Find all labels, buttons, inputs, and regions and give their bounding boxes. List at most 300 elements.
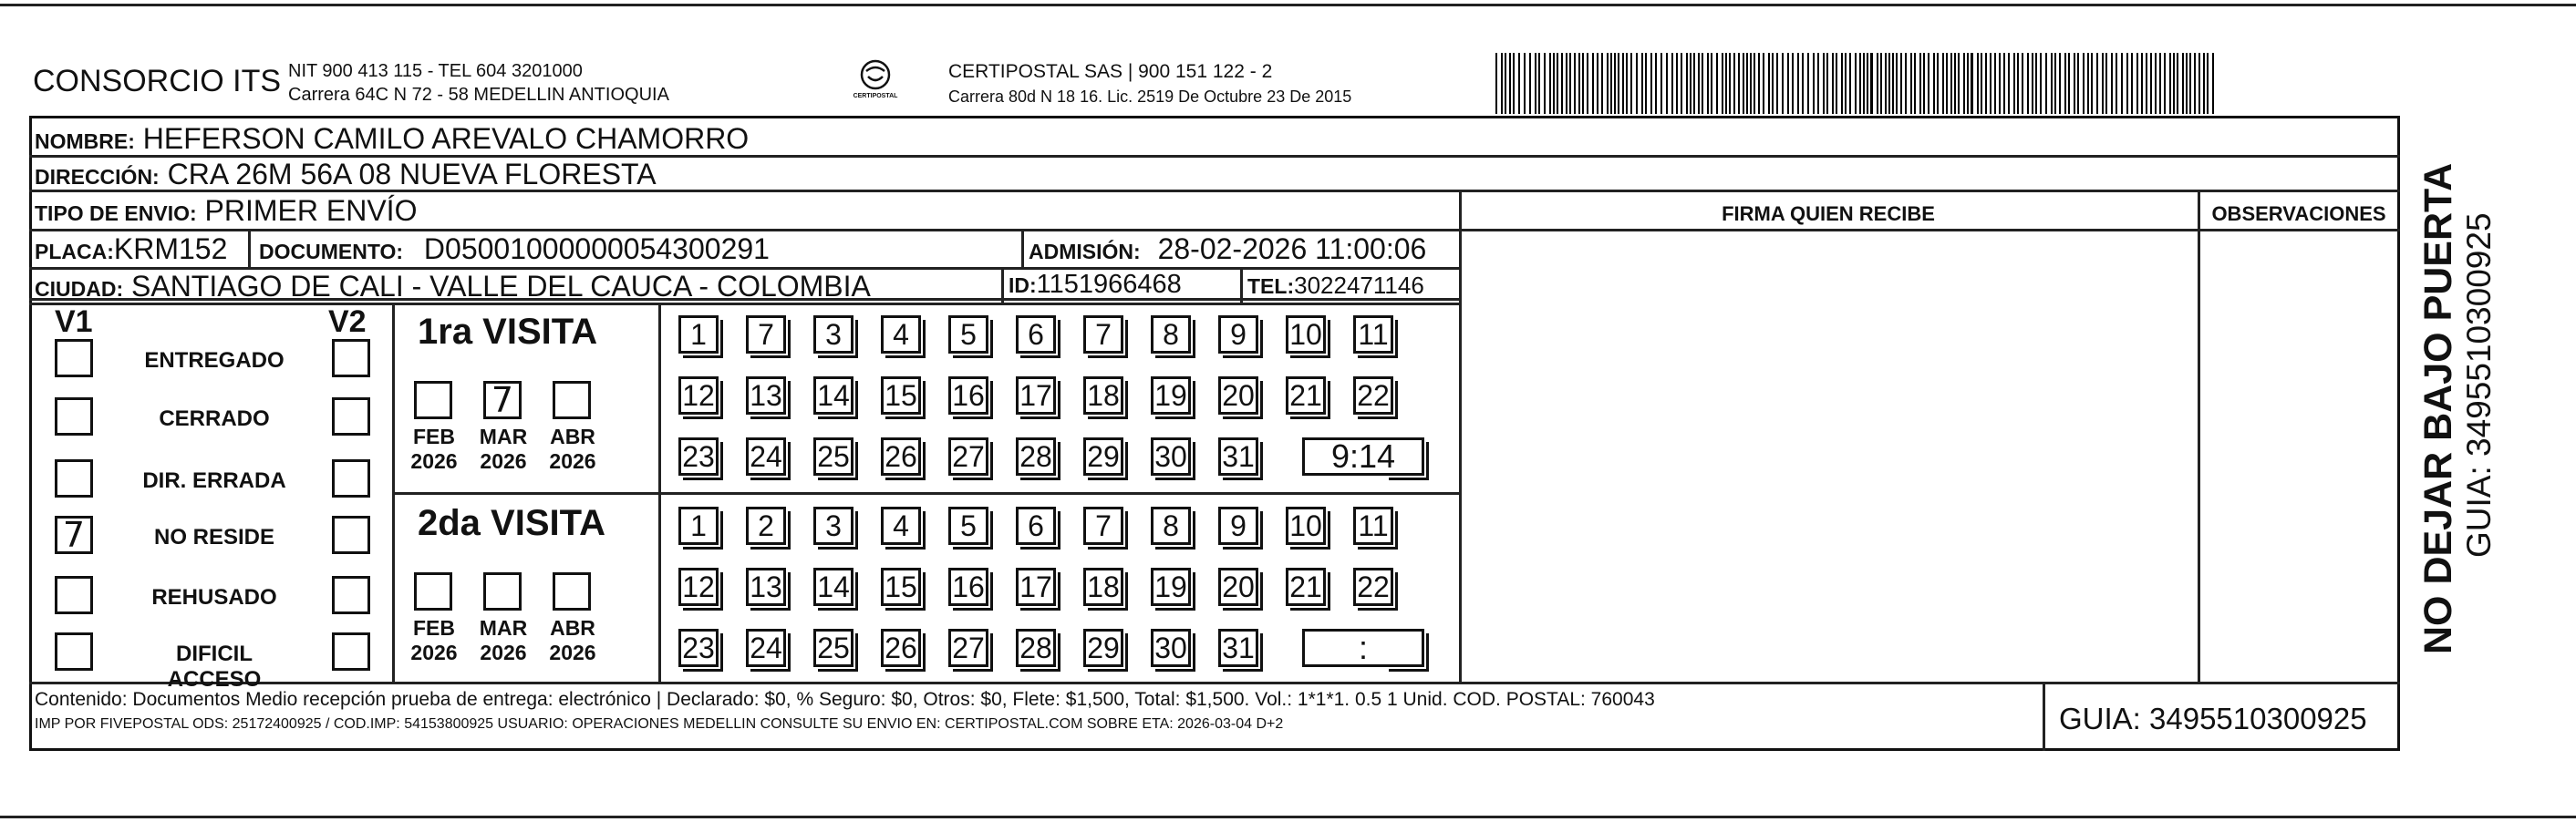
tel-label: TEL: xyxy=(1247,274,1295,298)
id-field xyxy=(1009,270,1182,300)
day-box[interactable]: 2 xyxy=(746,507,786,545)
barcode-bar xyxy=(1518,53,1520,114)
barcode-bar xyxy=(1826,53,1828,114)
status-option-label: DIR. ERRADA xyxy=(142,468,286,493)
barcode-bar xyxy=(1501,53,1503,114)
day-box[interactable]: 15 xyxy=(881,376,921,415)
company-address: Carrera 64C N 72 - 58 MEDELLIN ANTIOQUIA xyxy=(288,85,669,105)
barcode xyxy=(1495,53,2225,114)
barcode-bar xyxy=(2040,53,2042,114)
barcode-bar xyxy=(1618,53,1619,114)
barcode-bar xyxy=(1529,53,1531,114)
day-box[interactable]: 24 xyxy=(746,629,786,667)
id-label: ID: xyxy=(1009,273,1037,297)
barcode-bar xyxy=(2013,53,2015,114)
barcode-bar xyxy=(2027,53,2029,114)
barcode-bar xyxy=(1758,53,1760,114)
carrier-info: CERTIPOSTAL SAS | 900 151 122 - 2 xyxy=(948,61,1273,82)
ciudad-label: CIUDAD: xyxy=(35,277,124,301)
barcode-bar xyxy=(1905,53,1907,114)
barcode-bar xyxy=(2146,53,2147,114)
barcode-bar xyxy=(1782,53,1784,114)
barcode-bar xyxy=(2077,53,2079,114)
day-box[interactable]: 16 xyxy=(948,568,988,606)
barcode-bar xyxy=(1738,53,1740,114)
placa-value: KRM152 xyxy=(113,232,228,265)
barcode-bar xyxy=(1636,53,1638,114)
tel-field xyxy=(1247,272,1424,300)
tel-value: 3022471146 xyxy=(1294,272,1424,299)
day-box[interactable]: 5 xyxy=(948,315,988,354)
day-box[interactable]: 20 xyxy=(1218,376,1258,415)
month-year: 2026 xyxy=(410,641,458,664)
month-checkbox[interactable]: 7 xyxy=(483,381,522,419)
month-checkbox[interactable] xyxy=(483,572,522,611)
barcode-bar xyxy=(2194,53,2196,114)
month-checkbox[interactable] xyxy=(414,572,452,611)
barcode-bar xyxy=(1597,53,1598,114)
barcode-bar xyxy=(1823,53,1825,114)
barcode-bar xyxy=(1985,53,1987,114)
barcode-bar xyxy=(1592,53,1594,114)
barcode-bar xyxy=(1641,53,1643,114)
barcode-bar xyxy=(1954,53,1956,114)
footer-guia: GUIA: 3495510300925 xyxy=(2059,702,2367,735)
day-box[interactable]: 4 xyxy=(881,315,921,354)
barcode-bar xyxy=(1707,53,1709,114)
day-box[interactable]: 22 xyxy=(1353,568,1393,606)
barcode-bar xyxy=(1877,53,1878,114)
day-box[interactable]: 8 xyxy=(1151,315,1191,354)
barcode-bar xyxy=(1859,53,1861,114)
barcode-bar xyxy=(1892,53,1894,114)
barcode-bar xyxy=(2141,53,2143,114)
day-box[interactable]: 25 xyxy=(813,629,853,667)
barcode-bar xyxy=(1787,53,1789,114)
barcode-bar xyxy=(2182,53,2184,114)
barcode-bar xyxy=(1690,53,1691,114)
barcode-bar xyxy=(2083,53,2085,114)
ciudad-field xyxy=(35,270,871,303)
time-box[interactable]: 9:14 xyxy=(1302,437,1424,476)
month-label xyxy=(405,616,463,665)
day-box[interactable]: 3 xyxy=(813,315,853,354)
barcode-bar xyxy=(2045,53,2047,114)
documento-field xyxy=(259,232,770,266)
barcode-bar xyxy=(1981,53,1982,114)
status-option-label: CERRADO xyxy=(159,406,270,431)
barcode-bar xyxy=(1535,53,1536,114)
barcode-bar xyxy=(1622,53,1624,114)
barcode-bar xyxy=(1495,53,1497,114)
barcode-bar xyxy=(1863,53,1865,114)
day-box[interactable]: 23 xyxy=(678,437,719,476)
barcode-bar xyxy=(1880,53,1882,114)
day-box[interactable]: 18 xyxy=(1083,376,1123,415)
day-box[interactable]: 6 xyxy=(1016,315,1056,354)
barcode-bar xyxy=(1601,53,1603,114)
footer-print-info: IMP POR FIVEPOSTAL ODS: 25172400925 / COD.IMP: 54153800925 USUARIO: OPERACIONES MEDELLIN CONSULTE SU ENVIO EN: CERTIPOSTAL.COM SOBRE ETA: 2026-03-04 D+2 xyxy=(35,716,1284,732)
day-box[interactable]: 7 xyxy=(1083,315,1123,354)
v2-checkbox[interactable] xyxy=(332,397,370,436)
admision-label: ADMISIÓN: xyxy=(1029,240,1141,263)
barcode-bar xyxy=(2003,53,2005,114)
month-checkbox[interactable] xyxy=(414,381,452,419)
placa-field xyxy=(35,232,227,266)
barcode-bar xyxy=(1802,53,1804,114)
barcode-bar xyxy=(1990,53,1991,114)
barcode-bar xyxy=(1849,53,1851,114)
barcode-bar xyxy=(1776,53,1778,114)
barcode-bar xyxy=(1914,53,1916,114)
day-box[interactable]: 13 xyxy=(746,568,786,606)
day-box[interactable]: 27 xyxy=(948,629,988,667)
barcode-bar xyxy=(2017,53,2019,114)
day-box[interactable]: 26 xyxy=(881,437,921,476)
barcode-bar xyxy=(1963,53,1965,114)
barcode-bar xyxy=(1578,53,1580,114)
barcode-bar xyxy=(1569,53,1571,114)
day-box[interactable]: 16 xyxy=(948,376,988,415)
month-year: 2026 xyxy=(410,449,458,473)
day-box[interactable]: 1 xyxy=(678,315,719,354)
barcode-bar xyxy=(2198,53,2200,114)
day-box[interactable]: 6 xyxy=(1016,507,1056,545)
month-year: 2026 xyxy=(549,641,596,664)
barcode-bar xyxy=(1716,53,1718,114)
day-box[interactable]: 11 xyxy=(1353,315,1393,354)
barcode-bar xyxy=(1557,53,1558,114)
day-box[interactable]: 21 xyxy=(1286,376,1326,415)
barcode-bar xyxy=(1971,53,1973,114)
documento-label: DOCUMENTO: xyxy=(259,240,404,263)
day-box[interactable]: 20 xyxy=(1218,568,1258,606)
barcode-bar xyxy=(1587,53,1588,114)
v1-checkbox[interactable] xyxy=(55,632,93,671)
barcode-bar xyxy=(1645,53,1647,114)
barcode-bar xyxy=(1681,53,1682,114)
day-box[interactable]: 30 xyxy=(1151,437,1191,476)
barcode-bar xyxy=(2136,53,2138,114)
month-label xyxy=(405,425,463,474)
barcode-bar xyxy=(1933,53,1935,114)
day-box[interactable]: 13 xyxy=(746,376,786,415)
barcode-bar xyxy=(2022,53,2023,114)
admision-field xyxy=(1029,232,1426,266)
barcode-bar xyxy=(1896,53,1898,114)
month-label xyxy=(543,425,602,474)
month-name: MAR xyxy=(479,425,528,448)
month-checkbox[interactable] xyxy=(553,381,591,419)
month-label xyxy=(474,425,533,474)
admision-value: 28-02-2026 11:00:06 xyxy=(1157,232,1427,265)
barcode-bar xyxy=(2131,53,2133,114)
month-label xyxy=(474,616,533,665)
barcode-bar xyxy=(1999,53,2001,114)
day-box[interactable]: 10 xyxy=(1286,315,1326,354)
barcode-bar xyxy=(2159,53,2161,114)
barcode-bar xyxy=(1561,53,1563,114)
day-box[interactable]: 9 xyxy=(1218,315,1258,354)
barcode-bar xyxy=(1813,53,1815,114)
barcode-bar xyxy=(2155,53,2157,114)
day-box[interactable]: 17 xyxy=(1016,568,1056,606)
barcode-bar xyxy=(1928,53,1929,114)
barcode-bar xyxy=(1509,53,1511,114)
barcode-bar xyxy=(2074,53,2075,114)
day-box[interactable]: 9 xyxy=(1218,507,1258,545)
v1-header: V1 xyxy=(55,304,93,339)
barcode-bar xyxy=(2008,53,2010,114)
month-name: FEB xyxy=(413,616,455,640)
barcode-bar xyxy=(2126,53,2128,114)
barcode-bar xyxy=(1746,53,1748,114)
day-box[interactable]: 29 xyxy=(1083,629,1123,667)
barcode-bar xyxy=(1750,53,1752,114)
barcode-bar xyxy=(2059,53,2061,114)
barcode-bar xyxy=(2203,53,2205,114)
nombre-label: NOMBRE: xyxy=(35,129,135,153)
barcode-bar xyxy=(2068,53,2070,114)
month-name: ABR xyxy=(550,616,595,640)
barcode-bar xyxy=(1867,53,1868,114)
day-box[interactable]: 23 xyxy=(678,629,719,667)
barcode-bar xyxy=(1817,53,1819,114)
day-box[interactable]: 5 xyxy=(948,507,988,545)
placa-label: PLACA: xyxy=(35,240,114,263)
nombre-value: HEFERSON CAMILO AREVALO CHAMORRO xyxy=(142,122,750,155)
barcode-bar xyxy=(2169,53,2171,114)
carrier-license: Carrera 80d N 18 16. Lic. 2519 De Octubre 23 De 2015 xyxy=(948,87,1352,106)
day-box[interactable]: 28 xyxy=(1016,437,1056,476)
company-nit: NIT 900 413 115 - TEL 604 3201000 xyxy=(288,61,583,81)
day-box[interactable]: 29 xyxy=(1083,437,1123,476)
day-box[interactable]: 12 xyxy=(678,376,719,415)
v2-checkbox[interactable] xyxy=(332,339,370,377)
no-dejar-bajo-puerta: NO DEJAR BAJO PUERTA xyxy=(2416,162,2460,654)
barcode-bar xyxy=(1607,53,1609,114)
tipo-label: TIPO DE ENVIO: xyxy=(35,201,197,225)
day-box[interactable]: 25 xyxy=(813,437,853,476)
observaciones-header: OBSERVACIONES xyxy=(2211,202,2386,225)
barcode-bar xyxy=(1841,53,1843,114)
day-box[interactable]: 31 xyxy=(1218,629,1258,667)
month-year: 2026 xyxy=(480,641,527,664)
nombre-row xyxy=(35,122,749,156)
barcode-bar xyxy=(1711,53,1712,114)
day-box[interactable]: 15 xyxy=(881,568,921,606)
day-box[interactable]: 19 xyxy=(1151,568,1191,606)
month-name: FEB xyxy=(413,425,455,448)
barcode-bar xyxy=(1807,53,1809,114)
barcode-bar xyxy=(1888,53,1890,114)
barcode-bar xyxy=(1870,53,1873,114)
barcode-bar xyxy=(1671,53,1673,114)
barcode-bar xyxy=(2091,53,2093,114)
month-year: 2026 xyxy=(480,449,527,473)
barcode-bar xyxy=(1702,53,1703,114)
month-label xyxy=(543,616,602,665)
barcode-bar xyxy=(1910,53,1912,114)
barcode-bar xyxy=(1768,53,1770,114)
company-name: CONSORCIO ITS xyxy=(33,64,282,98)
barcode-bar xyxy=(2116,53,2117,114)
barcode-bar xyxy=(1772,53,1774,114)
day-box[interactable]: 21 xyxy=(1286,568,1326,606)
status-option-label: DIFICIL ACCESO xyxy=(167,642,262,692)
barcode-bar xyxy=(2189,53,2191,114)
ciudad-value: SANTIAGO DE CALI - VALLE DEL CAUCA - COLOMBIA xyxy=(131,270,871,303)
day-box[interactable]: 1 xyxy=(678,507,719,545)
barcode-bar xyxy=(2111,53,2113,114)
logo-text: CERTIPOSTAL xyxy=(853,93,898,99)
v2-checkbox[interactable] xyxy=(332,516,370,554)
v1-checkbox[interactable]: 7 xyxy=(55,516,93,554)
barcode-bar xyxy=(1660,53,1662,114)
barcode-bar xyxy=(1729,53,1731,114)
barcode-bar xyxy=(1544,53,1546,114)
barcode-bar xyxy=(1686,53,1688,114)
barcode-bar xyxy=(1553,53,1555,114)
barcode-bar xyxy=(1698,53,1700,114)
direccion-value: CRA 26M 56A 08 NUEVA FLORESTA xyxy=(167,158,657,190)
day-box[interactable]: 19 xyxy=(1151,376,1191,415)
barcode-bar xyxy=(1994,53,1996,114)
barcode-bar xyxy=(2121,53,2123,114)
v1-checkbox[interactable] xyxy=(55,339,93,377)
barcode-bar xyxy=(1666,53,1668,114)
status-option-label: ENTREGADO xyxy=(144,348,284,373)
barcode-bar xyxy=(1832,53,1834,114)
barcode-bar xyxy=(1763,53,1764,114)
barcode-bar xyxy=(2054,53,2056,114)
barcode-bar xyxy=(1937,53,1939,114)
time-box[interactable]: : xyxy=(1302,629,1424,667)
barcode-bar xyxy=(2105,53,2107,114)
barcode-bar xyxy=(1574,53,1576,114)
barcode-bar xyxy=(2164,53,2166,114)
barcode-bar xyxy=(1505,53,1506,114)
barcode-bar xyxy=(1919,53,1921,114)
barcode-bar xyxy=(1614,53,1616,114)
barcode-bar xyxy=(1582,53,1584,114)
status-option-label: REHUSADO xyxy=(151,585,277,610)
footer-contents: Contenido: Documentos Medio recepción prueba de entrega: electrónico | Declarado: $0, % Seguro: $0, Otros: $0, Flete: $1,500, Total: $1,500. Vol.: 1*1*1. 0.5 1 Unid. COD. POSTAL: 760043 xyxy=(35,689,1655,710)
month-name: ABR xyxy=(550,425,595,448)
barcode-bar xyxy=(2150,53,2152,114)
barcode-bar xyxy=(1513,53,1515,114)
day-box[interactable]: 26 xyxy=(881,629,921,667)
documento-value: D05001000000054300291 xyxy=(423,232,770,265)
v1-checkbox[interactable] xyxy=(55,459,93,498)
day-box[interactable]: 14 xyxy=(813,568,853,606)
day-box[interactable]: 24 xyxy=(746,437,786,476)
v2-checkbox[interactable] xyxy=(332,459,370,498)
barcode-bar xyxy=(1693,53,1695,114)
month-year: 2026 xyxy=(549,449,596,473)
day-box[interactable]: 11 xyxy=(1353,507,1393,545)
barcode-bar xyxy=(2186,53,2188,114)
direccion-label: DIRECCIÓN: xyxy=(35,165,160,189)
barcode-bar xyxy=(2064,53,2066,114)
barcode-bar xyxy=(1836,53,1837,114)
top-edge xyxy=(0,4,2576,6)
month-checkbox[interactable] xyxy=(553,572,591,611)
v1-checkbox[interactable] xyxy=(55,397,93,436)
v2-checkbox[interactable] xyxy=(332,576,370,614)
barcode-bar xyxy=(1743,53,1744,114)
day-box[interactable]: 10 xyxy=(1286,507,1326,545)
day-box[interactable]: 7 xyxy=(746,315,786,354)
firma-header: FIRMA QUIEN RECIBE xyxy=(1722,202,1935,225)
barcode-bar xyxy=(1549,53,1551,114)
barcode-bar xyxy=(1923,53,1925,114)
tipo-value: PRIMER ENVÍO xyxy=(204,194,418,227)
day-box[interactable]: 17 xyxy=(1016,376,1056,415)
barcode-bar xyxy=(1900,53,1902,114)
day-box[interactable]: 18 xyxy=(1083,568,1123,606)
barcode-bar xyxy=(1958,53,1960,114)
day-box[interactable]: 8 xyxy=(1151,507,1191,545)
v2-checkbox[interactable] xyxy=(332,632,370,671)
barcode-bar xyxy=(2087,53,2089,114)
side-guia: GUIA: 3495510300925 xyxy=(2460,212,2498,558)
id-value: 1151966468 xyxy=(1036,270,1182,299)
barcode-bar xyxy=(1855,53,1857,114)
barcode-bar xyxy=(2212,53,2214,114)
barcode-bar xyxy=(1725,53,1727,114)
barcode-bar xyxy=(1797,53,1799,114)
day-box[interactable]: 22 xyxy=(1353,376,1393,415)
barcode-bar xyxy=(2032,53,2033,114)
barcode-bar xyxy=(2173,53,2175,114)
barcode-bar xyxy=(1655,53,1657,114)
day-box[interactable]: 28 xyxy=(1016,629,1056,667)
barcode-bar xyxy=(1885,53,1887,114)
day-box[interactable]: 7 xyxy=(1083,507,1123,545)
v1-checkbox[interactable] xyxy=(55,576,93,614)
day-box[interactable]: 30 xyxy=(1151,629,1191,667)
day-box[interactable]: 12 xyxy=(678,568,719,606)
month-name: MAR xyxy=(479,616,528,640)
barcode-bar xyxy=(2102,53,2104,114)
day-box[interactable]: 4 xyxy=(881,507,921,545)
barcode-bar xyxy=(1754,53,1755,114)
day-box[interactable]: 27 xyxy=(948,437,988,476)
v2-header: V2 xyxy=(328,304,367,339)
bottom-edge xyxy=(0,816,2576,818)
barcode-bar xyxy=(1977,53,1979,114)
barcode-bar xyxy=(1676,53,1678,114)
direccion-row xyxy=(35,158,657,191)
day-box[interactable]: 3 xyxy=(813,507,853,545)
barcode-bar xyxy=(1650,53,1652,114)
barcode-bar xyxy=(1626,53,1628,114)
barcode-bar xyxy=(2051,53,2053,114)
day-box[interactable]: 31 xyxy=(1218,437,1258,476)
barcode-bar xyxy=(1845,53,1847,114)
barcode-bar xyxy=(1566,53,1567,114)
barcode-bar xyxy=(1942,53,1944,114)
visit-title: 1ra VISITA xyxy=(418,312,598,352)
barcode-bar xyxy=(1946,53,1948,114)
certipostal-logo xyxy=(848,57,903,112)
tipo-row xyxy=(35,194,417,228)
barcode-bar xyxy=(2096,53,2098,114)
day-box[interactable]: 14 xyxy=(813,376,853,415)
barcode-bar xyxy=(1733,53,1735,114)
barcode-bar xyxy=(1610,53,1612,114)
